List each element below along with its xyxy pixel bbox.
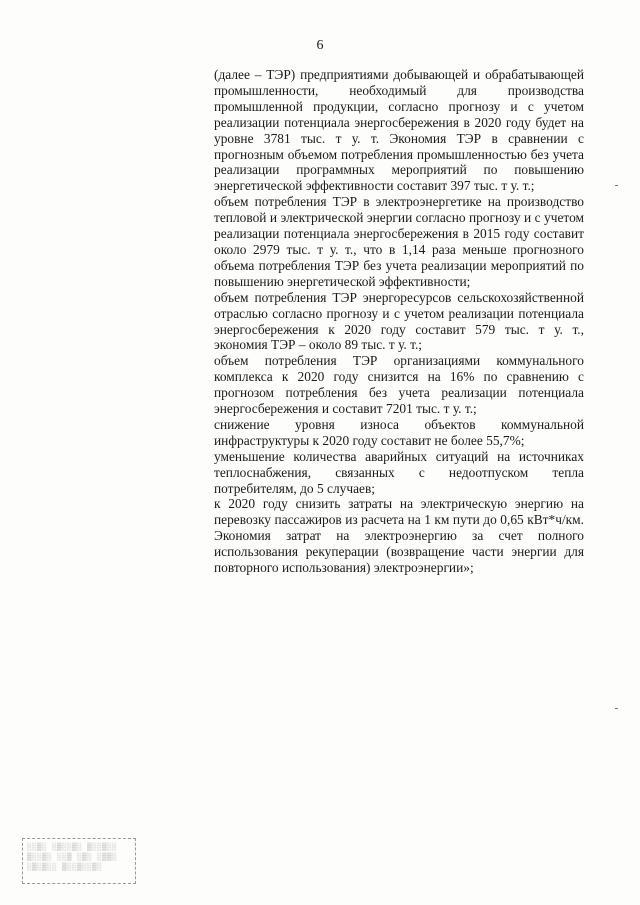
paragraph-agriculture: объем потребления ТЭР энергоресурсов сельскохозяйственной отраслью согласно прогнозу и с учетом реализации потенциала энергосбережения к 2020 году составит 579 тыс. т у. т., экономия ТЭР – около 89 тыс. т у. т.; <box>214 289 584 353</box>
document-body <box>214 67 584 576</box>
faded-stamp: ░░▒░ ░▒░░▒░ ▒░░▒░░ ▒░░▒░ ░░▒ ░▒░ ░▒▒░ ░▒░▒░░ ▒░░▒░░▒░ <box>22 838 136 884</box>
page-number: 6 <box>316 38 324 53</box>
paragraph-infrastructure-wear: снижение уровня износа объектов коммунальной инфраструктуры к 2020 году составит не более 55,7%; <box>214 416 584 448</box>
paragraph-transport-energy: к 2020 году снизить затраты на электрическую энергию на перевозку пассажиров из расчета на 1 км пути до 0,65 кВт*ч/км. Экономия затрат на электроэнергию за счет полного использования рекуперации (возвращение части энергии для повторного использования) электроэнергии»; <box>214 496 584 576</box>
margin-mark <box>615 708 618 709</box>
paragraph-industry: (далее – ТЭР) предприятиями добывающей и обрабатывающей промышленности, необходимый для производства промышленной продукции, согласно прогнозу и с учетом реализации потенциала энергосбережения в 2020 году будет на уровне 3781 тыс. т у. т. Экономия ТЭР в сравнении с прогнозным объемом потребления промышленностью без учета реализации программных мероприятий по повышению энергетической эффективности составит 397 тыс. т у. т.; <box>214 67 584 194</box>
paragraph-emergencies: уменьшение количества аварийных ситуаций на источниках теплоснабжения, связанных с недоотпуском тепла потребителям, до 5 случаев; <box>214 448 584 496</box>
paragraph-power-engineering: объем потребления ТЭР в электроэнергетике на производство тепловой и электрической энергии согласно прогнозу и с учетом реализации потенциала энергосбережения в 2015 году составит около 2979 тыс. т у. т., что в 1,14 раза меньше прогнозного объема потребления ТЭР без учета реализации мероприятий по повышению энергетической эффективности; <box>214 194 584 289</box>
margin-mark <box>615 185 618 186</box>
paragraph-communal: объем потребления ТЭР организациями коммунального комплекса к 2020 году снизится на 16% по сравнению с прогнозом потребления без учета реализации потенциала энергосбережения и составит 7201 тыс. т у. т.; <box>214 353 584 417</box>
